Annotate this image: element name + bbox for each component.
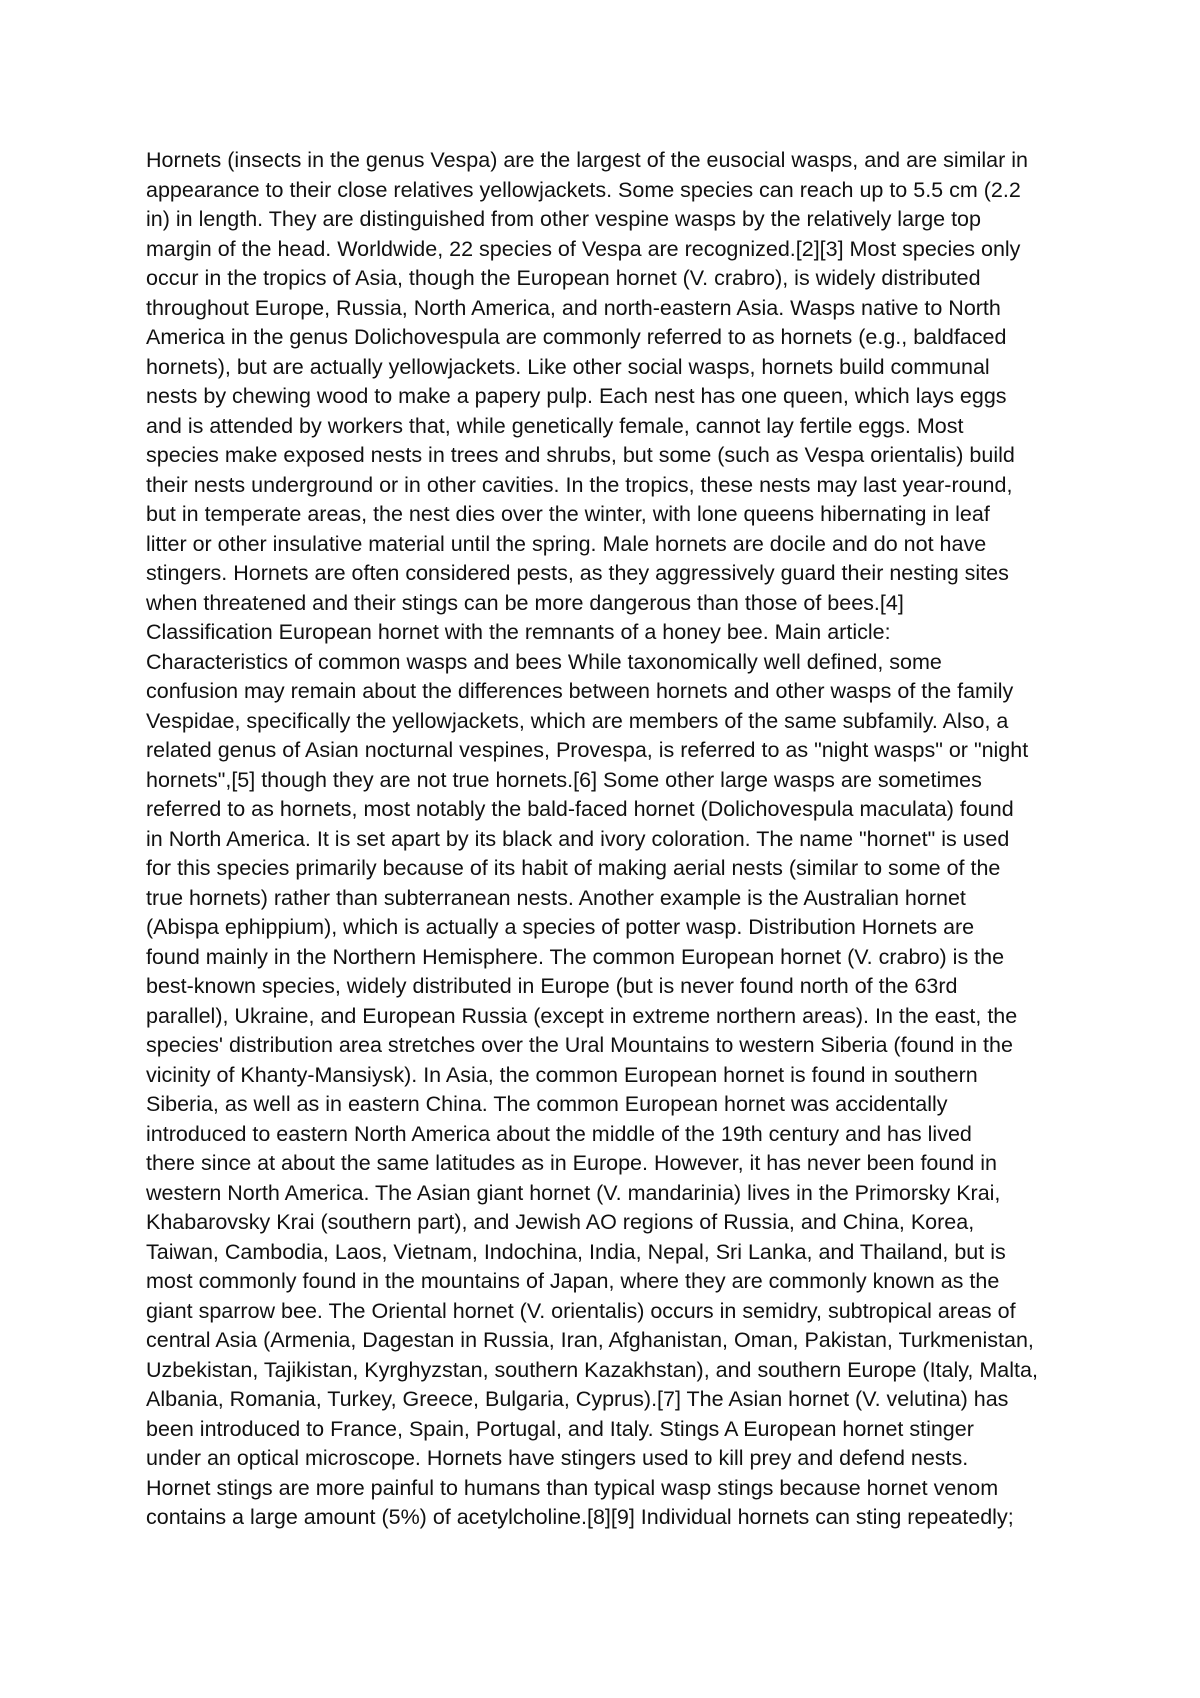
text-line: appearance to their close relatives yellowjackets. Some species can reach up to 5.5 cm (2.2 — [146, 177, 1021, 202]
text-line: Uzbekistan, Tajikistan, Kyrghyzstan, southern Kazakhstan), and southern Europe (Italy, Malta, — [146, 1357, 1038, 1382]
text-line: America in the genus Dolichovespula are commonly referred to as hornets (e.g., baldfaced — [146, 325, 1007, 349]
text-line: margin of the head. Worldwide, 22 species of Vespa are recognized.[2][3] Most species only — [146, 236, 1021, 261]
text-line: introduced to eastern North America about the middle of the 19th century and has lived — [146, 1121, 972, 1146]
text-line: under an optical microscope. Hornets have stingers used to kill prey and defend nests. — [146, 1446, 969, 1470]
text-line: in North America. It is set apart by its black and ivory coloration. The name "hornet" is used — [146, 826, 1010, 851]
body-text — [146, 146, 1086, 1533]
text-line: Hornet stings are more painful to humans than typical wasp stings because hornet venom — [146, 1475, 999, 1500]
text-line: stingers. Hornets are often considered pests, as they aggressively guard their nesting sites — [146, 561, 1009, 585]
text-line: related genus of Asian nocturnal vespines, Provespa, is referred to as "night wasps" or "night — [146, 738, 1029, 762]
text-line: vicinity of Khanty-Mansiysk). In Asia, the common European hornet is found in southern — [146, 1062, 978, 1087]
text-line: Khabarovsky Krai (southern part), and Jewish AO regions of Russia, and China, Korea, — [146, 1210, 975, 1234]
text-line: western North America. The Asian giant hornet (V. mandarinia) lives in the Primorsky Krai, — [146, 1180, 1001, 1205]
text-line: true hornets) rather than subterranean nests. Another example is the Australian hornet — [146, 885, 966, 910]
text-line: hornets",[5] though they are not true hornets.[6] Some other large wasps are sometimes — [146, 767, 982, 792]
text-line: litter or other insulative material until the spring. Male hornets are docile and do not have — [146, 531, 987, 556]
text-line: when threatened and their stings can be more dangerous than those of bees.[4] — [146, 590, 904, 615]
text-line: species make exposed nests in trees and shrubs, but some (such as Vespa orientalis) build — [146, 443, 1015, 467]
text-line: species' distribution area stretches over the Ural Mountains to western Siberia (found in the — [146, 1033, 1013, 1057]
text-line: occur in the tropics of Asia, though the European hornet (V. crabro), is widely distributed — [146, 266, 981, 290]
text-line: Characteristics of common wasps and bees While taxonomically well defined, some — [146, 649, 942, 674]
text-line: nests by chewing wood to make a papery pulp. Each nest has one queen, which lays eggs — [146, 384, 1007, 408]
text-line: and is attended by workers that, while genetically female, cannot lay fertile eggs. Most — [146, 413, 964, 438]
text-line: their nests underground or in other cavities. In the tropics, these nests may last year-round, — [146, 472, 1013, 497]
text-line: Hornets (insects in the genus Vespa) are the largest of the eusocial wasps, and are similar in — [146, 148, 1028, 172]
text-line: central Asia (Armenia, Dagestan in Russia, Iran, Afghanistan, Oman, Pakistan, Turkmenistan, — [146, 1328, 1034, 1352]
text-line: referred to as hornets, most notably the bald-faced hornet (Dolichovespula maculata) found — [146, 797, 1014, 821]
text-line: confusion may remain about the differences between hornets and other wasps of the family — [146, 679, 1014, 703]
text-line: for this species primarily because of its habit of making aerial nests (similar to some of the — [146, 856, 1001, 880]
text-line: Classification European hornet with the remnants of a honey bee. Main article: — [146, 620, 891, 644]
text-line: most commonly found in the mountains of Japan, where they are commonly known as the — [146, 1269, 1000, 1293]
text-line: hornets), but are actually yellowjackets. Like other social wasps, hornets build communal — [146, 354, 990, 379]
text-line: Taiwan, Cambodia, Laos, Vietnam, Indochina, India, Nepal, Sri Lanka, and Thailand, but is — [146, 1239, 1006, 1264]
text-line: parallel), Ukraine, and European Russia (except in extreme northern areas). In the east, the — [146, 1003, 1018, 1028]
text-line: best-known species, widely distributed in Europe (but is never found north of the 63rd — [146, 974, 958, 998]
text-line: (Abispa ephippium), which is actually a species of potter wasp. Distribution Hornets are — [146, 915, 975, 939]
text-line: throughout Europe, Russia, North America, and north-eastern Asia. Wasps native to North — [146, 295, 1001, 320]
text-line: in) in length. They are distinguished from other vespine wasps by the relatively large top — [146, 207, 981, 231]
text-line: contains a large amount (5%) of acetylcholine.[8][9] Individual hornets can sting repeatedly; — [146, 1505, 1014, 1529]
text-line: been introduced to France, Spain, Portugal, and Italy. Stings A European hornet stinger — [146, 1416, 974, 1441]
text-line: there since at about the same latitudes as in Europe. However, it has never been found in — [146, 1151, 997, 1175]
text-line: Albania, Romania, Turkey, Greece, Bulgaria, Cyprus).[7] The Asian hornet (V. velutina) has — [146, 1387, 1009, 1411]
text-line: found mainly in the Northern Hemisphere. The common European hornet (V. crabro) is the — [146, 944, 1005, 969]
text-line: but in temperate areas, the nest dies over the winter, with lone queens hibernating in leaf — [146, 502, 990, 526]
text-line: Siberia, as well as in eastern China. The common European hornet was accidentally — [146, 1092, 948, 1116]
text-line: Vespidae, specifically the yellowjackets, which are members of the same subfamily. Also, a — [146, 708, 1009, 733]
text-line: giant sparrow bee. The Oriental hornet (V. orientalis) occurs in semidry, subtropical areas of — [146, 1298, 1016, 1323]
